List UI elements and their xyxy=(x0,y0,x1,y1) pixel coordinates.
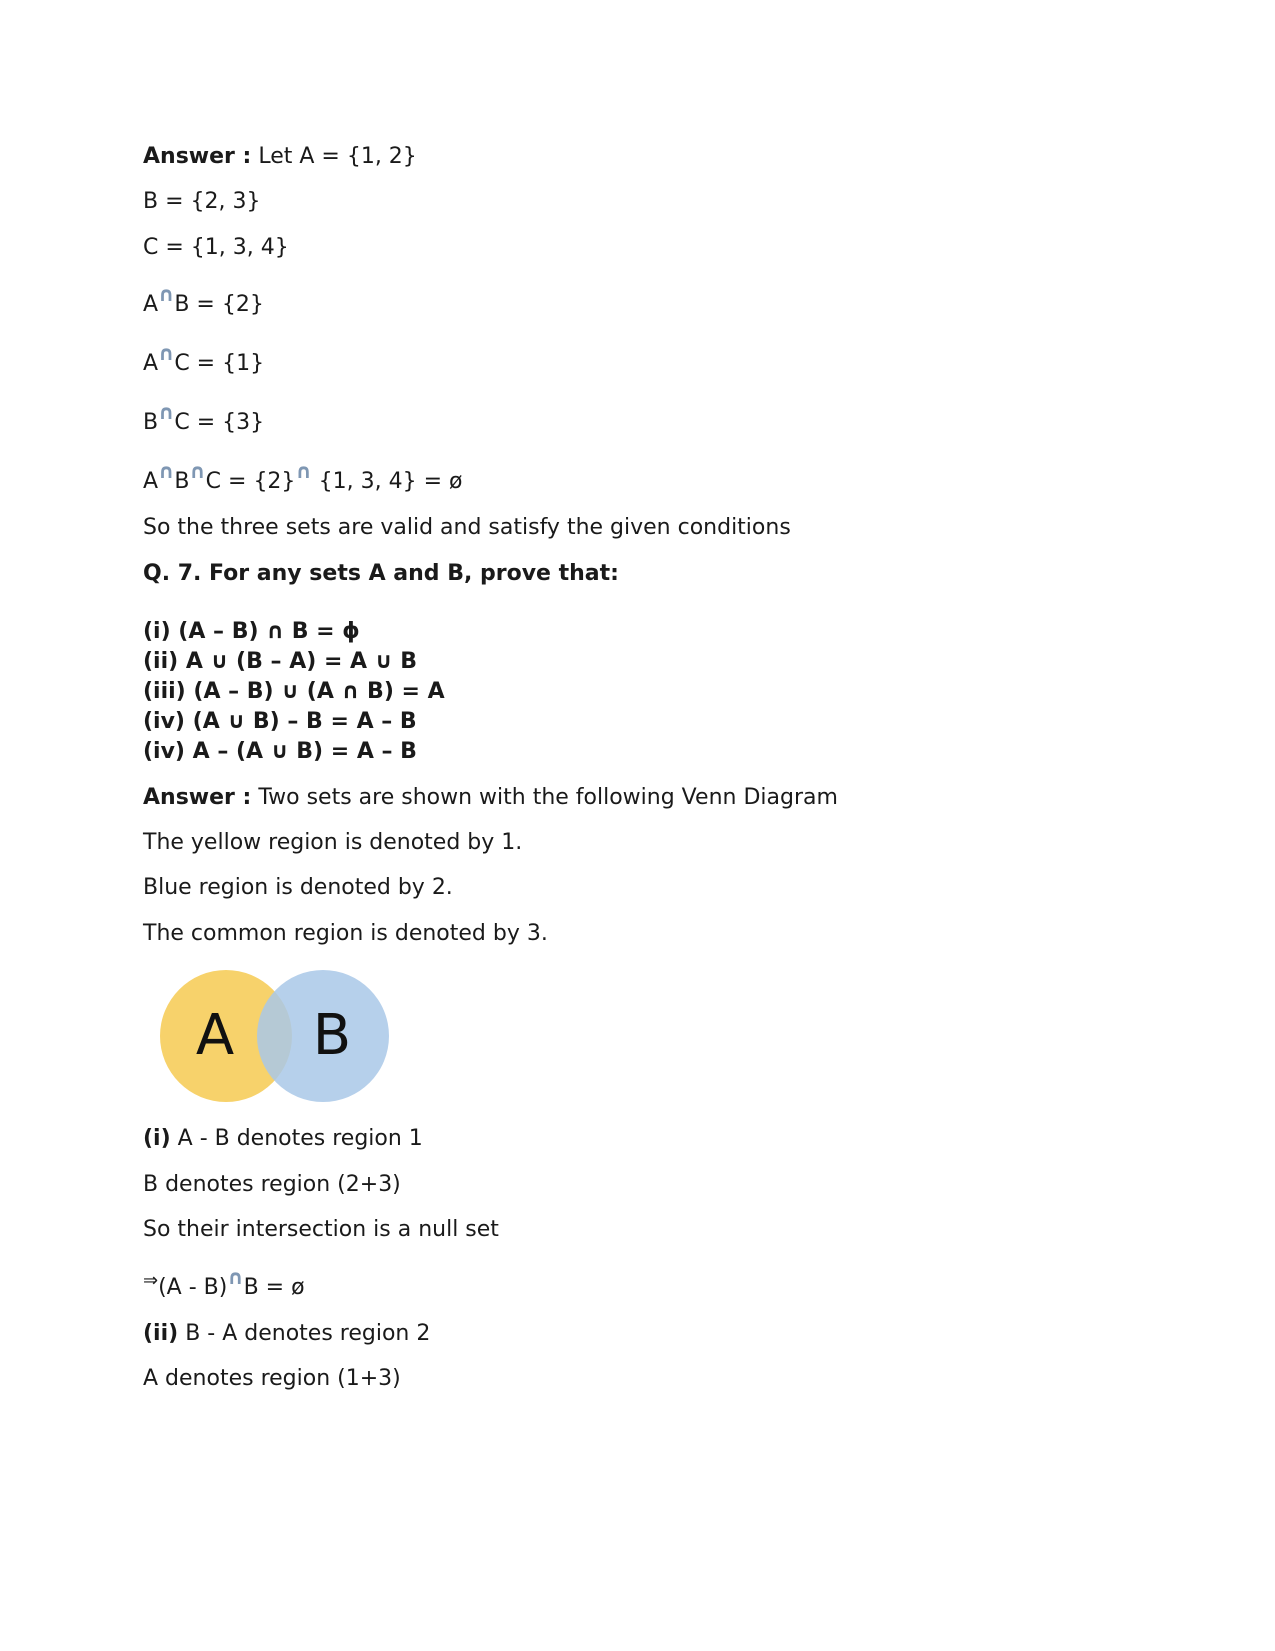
implies-icon: ⇒ xyxy=(143,1270,159,1291)
part-2: (ii) A ∪ (B – A) = A ∪ B xyxy=(143,649,418,674)
venn-diagram xyxy=(158,968,393,1108)
yellow-text: The yellow region is denoted by 1. xyxy=(143,830,523,855)
part-i-line xyxy=(143,1128,423,1150)
text: A - B denotes region 1 xyxy=(170,1126,423,1151)
part-ii-line xyxy=(143,1323,430,1345)
label: (ii) xyxy=(143,1321,179,1346)
set-c: C = {1, 3, 4} xyxy=(143,235,289,260)
label: (i) xyxy=(143,1126,171,1151)
t: A xyxy=(143,351,159,376)
set-b: B = {2, 3} xyxy=(143,189,261,214)
a-cap-c xyxy=(143,341,265,376)
t: C = {2} xyxy=(205,469,296,494)
a-region: A denotes region (1+3) xyxy=(143,1366,401,1391)
intersection-symbol: ∩ xyxy=(227,1265,244,1289)
a-cap-b xyxy=(143,282,264,317)
null-set: So their intersection is a null set xyxy=(143,1217,499,1242)
t: C = {1} xyxy=(174,351,265,376)
answer-line xyxy=(143,146,417,168)
part-1: (i) (A – B) ∩ B = ϕ xyxy=(143,619,360,644)
t: {1, 3, 4} = ø xyxy=(311,469,463,494)
t: (A - B) xyxy=(158,1275,228,1300)
t: B = ø xyxy=(243,1275,305,1300)
part-4: (iv) (A ∪ B) – B = A – B xyxy=(143,709,417,734)
t: A xyxy=(143,292,159,317)
t: A xyxy=(143,469,159,494)
question-heading: Q. 7. For any sets A and B, prove that: xyxy=(143,561,619,586)
common-text: The common region is denoted by 3. xyxy=(143,921,548,946)
intersection-symbol: ∩ xyxy=(158,282,175,306)
t: B xyxy=(174,469,190,494)
label-b: B xyxy=(312,1003,352,1068)
b-region: B denotes region (2+3) xyxy=(143,1172,401,1197)
text: Two sets are shown with the following Venn Diagram xyxy=(251,785,838,810)
a-cap-b-cap-c xyxy=(143,459,463,494)
part-5: (iv) A – (A ∪ B) = A – B xyxy=(143,739,417,764)
conclusion: So the three sets are valid and satisfy the given conditions xyxy=(143,515,791,540)
intersection-symbol: ∩ xyxy=(189,459,206,483)
t: B = {2} xyxy=(174,292,264,317)
blue-text: Blue region is denoted by 2. xyxy=(143,875,453,900)
intersection-symbol: ∩ xyxy=(158,341,175,365)
text: Let A = {1, 2} xyxy=(251,144,417,169)
answer-label: Answer : xyxy=(143,144,252,169)
t: C = {3} xyxy=(174,410,265,435)
t: B xyxy=(143,410,159,435)
answer-line-2 xyxy=(143,787,838,809)
text: B - A denotes region 2 xyxy=(178,1321,431,1346)
intersection-symbol: ∩ xyxy=(158,459,175,483)
answer-label: Answer : xyxy=(143,785,252,810)
b-cap-c xyxy=(143,400,265,435)
implies-line xyxy=(143,1265,305,1300)
part-3: (iii) (A – B) ∪ (A ∩ B) = A xyxy=(143,679,445,704)
intersection-symbol: ∩ xyxy=(295,459,312,483)
label-a: A xyxy=(195,1003,235,1068)
intersection-symbol: ∩ xyxy=(158,400,175,424)
